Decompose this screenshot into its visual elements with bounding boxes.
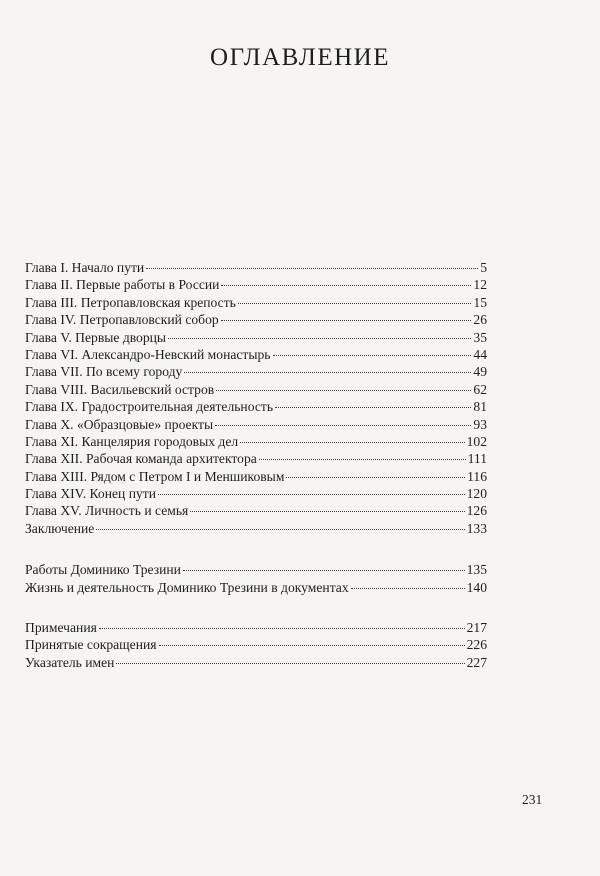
dot-leader <box>351 588 465 589</box>
dot-leader <box>168 338 471 339</box>
dot-leader <box>238 303 472 304</box>
dot-leader <box>116 663 464 664</box>
toc-entry-page-number: 140 <box>466 579 487 595</box>
toc-entry-page-number: 126 <box>466 503 487 519</box>
toc-entry-page-number: 81 <box>473 399 487 415</box>
toc-entry[interactable] <box>25 311 487 328</box>
toc-entry[interactable] <box>25 398 487 415</box>
toc-entry-page-number: 133 <box>466 520 487 536</box>
toc-entry-page-number: 116 <box>467 468 487 484</box>
toc-entry[interactable] <box>25 579 487 596</box>
toc-entry-title: Глава XV. Личность и семья <box>25 503 189 519</box>
toc-entry[interactable] <box>25 381 487 398</box>
toc-entry[interactable] <box>25 561 487 578</box>
toc-entry-page-number: 35 <box>473 329 487 345</box>
toc-entry-title: Работы Доминико Трезини <box>25 562 181 578</box>
toc-appendix-group <box>25 619 487 671</box>
toc-entry-title: Глава VIII. Васильевский остров <box>25 381 215 397</box>
toc-entry-page-number: 49 <box>473 364 487 380</box>
toc-entry[interactable] <box>25 468 487 485</box>
toc-entry-title: Глава III. Петропавловская крепость <box>25 294 236 310</box>
table-of-contents <box>25 259 487 671</box>
dot-leader <box>146 268 478 269</box>
toc-entry-page-number: 5 <box>480 260 487 275</box>
page-title: ОГЛАВЛЕНИЕ <box>210 44 390 71</box>
toc-entry-title: Примечания <box>25 620 97 636</box>
toc-entry-page-number: 26 <box>473 312 487 328</box>
toc-entry-page-number: 111 <box>467 451 487 467</box>
toc-entry-title: Глава XII. Рабочая команда архитектора <box>25 451 257 467</box>
dot-leader <box>216 390 471 391</box>
toc-entry[interactable] <box>25 416 487 433</box>
toc-entry[interactable] <box>25 450 487 467</box>
toc-entry-title: Принятые сокращения <box>25 637 157 653</box>
toc-entry[interactable] <box>25 502 487 519</box>
dot-leader <box>240 442 464 443</box>
toc-entry[interactable] <box>25 485 487 502</box>
toc-works-group <box>25 561 487 596</box>
dot-leader <box>221 320 472 321</box>
toc-entry-page-number: 120 <box>466 486 487 502</box>
toc-entry-title: Жизнь и деятельность Доминико Трезини в документах <box>25 579 349 595</box>
toc-entry-page-number: 217 <box>466 620 487 636</box>
toc-entry-title: Глава IX. Градостроительная деятельность <box>25 399 274 415</box>
toc-entry-page-number: 15 <box>473 294 487 310</box>
dot-leader <box>221 285 471 286</box>
toc-entry-page-number: 226 <box>466 637 487 653</box>
toc-entry[interactable] <box>25 433 487 450</box>
toc-entry-page-number: 227 <box>466 654 487 670</box>
toc-entry[interactable] <box>25 346 487 363</box>
toc-entry-page-number: 93 <box>473 416 487 432</box>
dot-leader <box>96 529 464 530</box>
toc-entry-title: Глава XIII. Рядом с Петром I и Меншиковым <box>25 468 285 484</box>
toc-entry-title: Указатель имен <box>25 654 115 670</box>
toc-entry[interactable] <box>25 259 487 276</box>
toc-entry-page-number: 102 <box>466 433 487 449</box>
toc-entry-title: Глава IV. Петропавловский собор <box>25 312 219 328</box>
toc-entry-page-number: 135 <box>466 562 487 578</box>
dot-leader <box>215 425 471 426</box>
toc-entry-page-number: 62 <box>473 381 487 397</box>
toc-entry-title: Глава VII. По всему городу <box>25 364 183 380</box>
toc-entry-title: Глава V. Первые дворцы <box>25 329 167 345</box>
toc-entry-title: Заключение <box>25 520 95 536</box>
dot-leader <box>286 477 465 478</box>
dot-leader <box>183 570 465 571</box>
page-number: 231 <box>522 792 543 807</box>
dot-leader <box>275 407 471 408</box>
dot-leader <box>158 494 465 495</box>
toc-entry[interactable] <box>25 619 487 636</box>
dot-leader <box>159 645 465 646</box>
dot-leader <box>184 372 471 373</box>
dot-leader <box>259 459 466 460</box>
toc-entry-title: Глава XI. Канцелярия городовых дел <box>25 433 239 449</box>
toc-entry-page-number: 12 <box>473 277 487 293</box>
toc-entry[interactable] <box>25 636 487 653</box>
toc-entry[interactable] <box>25 294 487 311</box>
toc-entry-title: Глава X. «Образцовые» проекты <box>25 416 214 432</box>
toc-entry-title: Глава VI. Александро-Невский монастырь <box>25 346 271 362</box>
toc-entry-page-number: 44 <box>473 346 487 362</box>
toc-entry-title: Глава XIV. Конец пути <box>25 486 156 502</box>
toc-chapters-group <box>25 259 487 537</box>
toc-entry-title: Глава II. Первые работы в России <box>25 277 220 293</box>
toc-entry[interactable] <box>25 329 487 346</box>
toc-entry[interactable] <box>25 520 487 537</box>
dot-leader <box>273 355 472 356</box>
dot-leader <box>190 511 464 512</box>
toc-entry[interactable] <box>25 654 487 671</box>
toc-entry[interactable] <box>25 363 487 380</box>
toc-entry[interactable] <box>25 276 487 293</box>
toc-entry-title: Глава I. Начало пути <box>25 260 145 275</box>
dot-leader <box>99 628 465 629</box>
